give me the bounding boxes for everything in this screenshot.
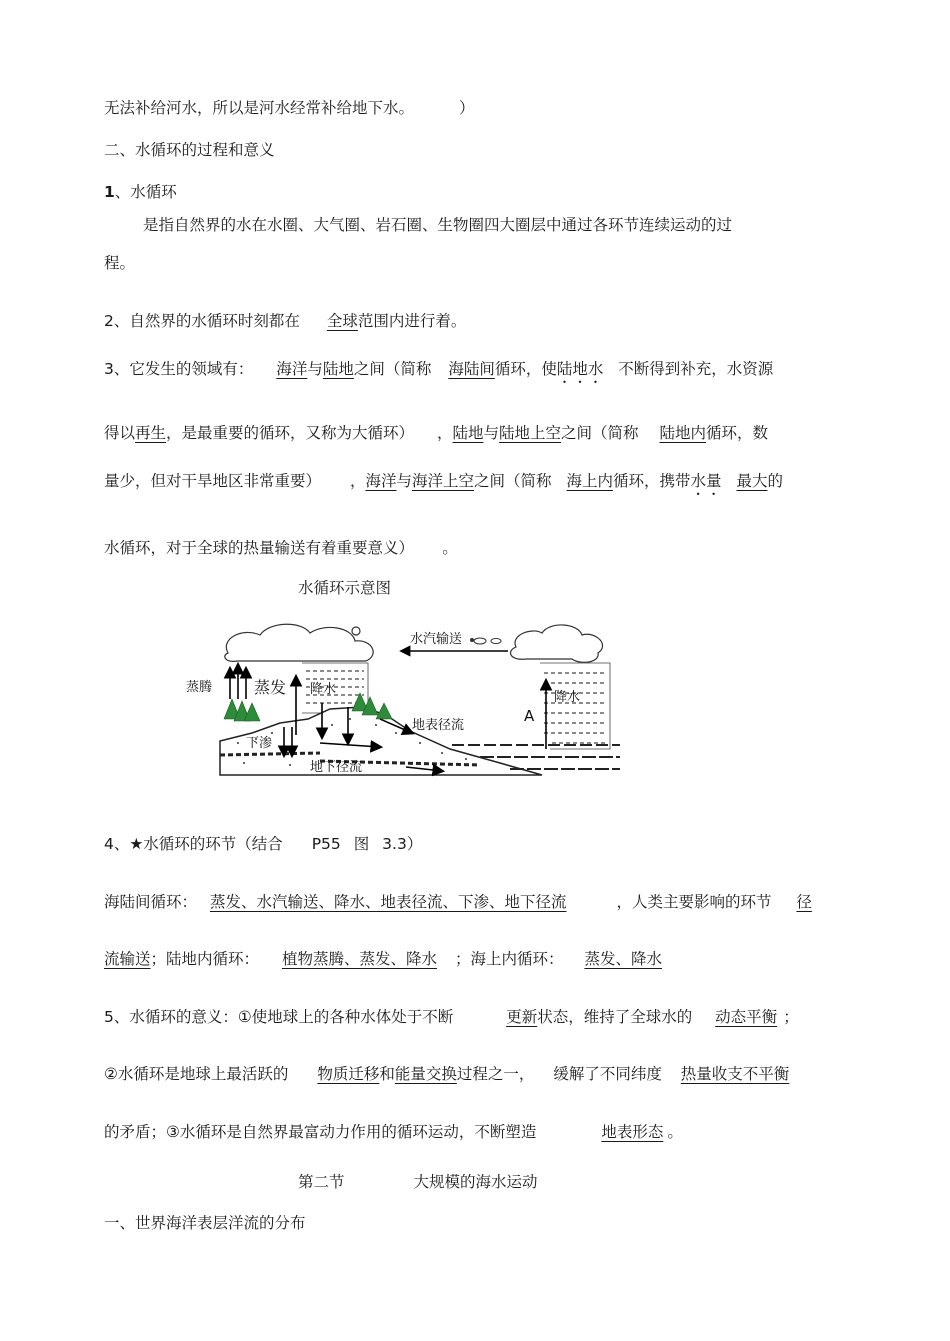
label-infiltration: 下渗 xyxy=(246,736,273,751)
item-5-line-2 xyxy=(104,1064,795,1084)
label-precip-land: 降水 xyxy=(310,682,337,697)
answer-sea-inner: 海上内 xyxy=(566,472,613,490)
text-comma-2: ， xyxy=(349,472,366,490)
text-latitude: 缓解了不同纬度 xyxy=(553,1065,662,1083)
item-4-num: 3.3） xyxy=(382,835,423,853)
answer-land-air: 陆地上空 xyxy=(499,424,562,442)
item-3-line-1 xyxy=(104,359,773,387)
item-2-prefix: 2、自然界的水循环时刻都在 xyxy=(104,312,300,330)
text-of: 的 xyxy=(767,472,783,490)
text-and-4: 和 xyxy=(379,1065,395,1083)
answer-ocean-2: 海洋 xyxy=(365,472,397,490)
subsection-1: 一、世界海洋表层洋流的分布 xyxy=(104,1214,306,1232)
item-2-suffix: 范围内进行着。 xyxy=(357,312,467,330)
text-heat-transport: 水循环，对于全球的热量输送有着重要意义） xyxy=(104,539,407,557)
answer-inland: 陆地内 xyxy=(659,424,707,442)
text-period: 。 xyxy=(442,539,458,557)
answer-ocean: 海洋 xyxy=(276,360,308,378)
sea-inner-links: 蒸发、降水 xyxy=(584,950,662,968)
inland-label: ；陆地内循环： xyxy=(150,950,260,968)
item-4 xyxy=(104,834,422,854)
continuation-text: 无法补给河水，所以是河水经常补给地下水。 xyxy=(104,99,415,117)
text-cycle-2: 循环，数 xyxy=(706,424,769,442)
label-vapor-transport: 水汽输送 xyxy=(410,632,463,647)
label-a: A xyxy=(524,707,535,725)
label-groundwater: 地下径流 xyxy=(310,760,363,775)
text-carry: 循环，携带 xyxy=(612,472,691,490)
label-transpiration: 蒸腾 xyxy=(186,680,213,695)
answer-update: 更新 xyxy=(506,1008,538,1026)
item-5-prefix: 5、水循环的意义：①使地球上的各种水体处于不断 xyxy=(104,1008,454,1026)
rain-sea xyxy=(540,663,610,749)
human-impact-answer-a: 径 xyxy=(796,893,812,911)
section-number: 第二节 xyxy=(298,1173,345,1191)
answer-ocean-air: 海洋上空 xyxy=(412,472,475,490)
text-period-2: 。 xyxy=(667,1123,683,1141)
item-3-line-3 xyxy=(104,471,783,499)
line-continuation xyxy=(104,98,474,118)
answer-regen: 再生 xyxy=(135,424,167,442)
text-between: 之间（简称 xyxy=(353,360,432,378)
cloud-left xyxy=(225,624,373,661)
text-and: 与 xyxy=(307,360,323,378)
label-precip-sea: 降水 xyxy=(554,690,581,705)
section-name: 大规模的海水运动 xyxy=(413,1173,538,1191)
answer-land: 陆地 xyxy=(322,360,354,378)
text-state: 状态，维持了全球水的 xyxy=(537,1008,693,1026)
text-between-3: 之间（简称 xyxy=(474,472,552,490)
answer-sea-land: 海陆间 xyxy=(448,360,495,378)
cloud-right xyxy=(511,625,603,662)
answer-largest: 最大 xyxy=(736,472,768,490)
item-3-line-2 xyxy=(104,423,768,443)
text-and-2: 与 xyxy=(483,424,500,442)
text-shape: 的矛盾；③水循环是自然界最富动力作用的循环运动，不断塑造 xyxy=(104,1123,537,1141)
text-volume: 水量 xyxy=(690,472,722,490)
links-line-2 xyxy=(104,949,672,969)
human-impact-answer-b: 流输送 xyxy=(104,950,151,968)
item-4-prefix: 4、★水循环的环节（结合 xyxy=(104,835,283,853)
text-process: 过程之一， xyxy=(456,1065,535,1083)
text-great-cycle: ，是最重要的循环，又称为大循环） xyxy=(166,424,415,442)
answer-landform: 地表形态 xyxy=(601,1123,664,1141)
answer-energy: 能量交换 xyxy=(394,1065,457,1083)
definition-line-1: 是指自然界的水在水圈、大气圈、岩石圈、生物圈四大圈层中通过各环节连续运动的过 xyxy=(143,216,733,234)
text-and-3: 与 xyxy=(396,472,412,490)
text-semicolon: ； xyxy=(783,1008,799,1026)
answer-material: 物质迁移 xyxy=(317,1065,380,1083)
answer-heat-imbalance: 热量收支不平衡 xyxy=(680,1065,790,1083)
section-title xyxy=(298,1172,537,1192)
text-get: 得以 xyxy=(104,424,136,442)
links-line-1 xyxy=(104,892,812,912)
closing-paren: ） xyxy=(458,99,475,117)
definition-line-2: 程。 xyxy=(104,254,136,272)
label-evaporation: 蒸发 xyxy=(254,678,287,697)
human-impact-text: ，人类主要影响的环节 xyxy=(616,893,772,911)
inland-links: 植物蒸腾、蒸发、降水 xyxy=(281,950,437,968)
item-2-answer: 全球 xyxy=(326,312,358,330)
item-5-line-1 xyxy=(104,1007,799,1027)
answer-dynamic-balance: 动态平衡 xyxy=(715,1008,778,1026)
item-4-page: P55 xyxy=(311,835,341,853)
sea-land-links: 蒸发、水汽输送、降水、地表径流、下渗、地下径流 xyxy=(209,893,567,911)
item-1-label: 、水循环 xyxy=(114,183,177,201)
item-4-fig: 图 xyxy=(353,835,370,853)
text-dry-region: 量少，但对干旱地区非常重要） xyxy=(104,472,322,490)
answer-land-water: 陆地水 xyxy=(556,360,604,378)
sea-land-label: 海陆间循环： xyxy=(104,893,198,911)
text-cycle: 循环，使 xyxy=(494,360,557,378)
text-between-2: 之间（简称 xyxy=(561,424,639,442)
item-1-heading xyxy=(104,182,177,202)
answer-land-2: 陆地 xyxy=(452,424,484,442)
item-1-number: 1 xyxy=(104,183,115,201)
text-comma: ， xyxy=(436,424,453,442)
sea-inner-label: ；海上内循环： xyxy=(454,950,564,968)
item-3-prefix: 3、它发生的领域有： xyxy=(104,360,254,378)
item-3-line-4 xyxy=(104,538,458,558)
item-5-line-3 xyxy=(104,1122,683,1142)
text-most-active: ②水循环是地球上最活跃的 xyxy=(104,1065,289,1083)
label-surface-runoff: 地表径流 xyxy=(412,718,465,733)
diagram-title: 水循环示意图 xyxy=(298,579,392,597)
water-cycle-diagram xyxy=(180,615,640,795)
section-heading-2: 二、水循环的过程和意义 xyxy=(104,141,275,159)
text-supplement: 不断得到补充，水资源 xyxy=(618,360,774,378)
item-2 xyxy=(104,311,466,331)
